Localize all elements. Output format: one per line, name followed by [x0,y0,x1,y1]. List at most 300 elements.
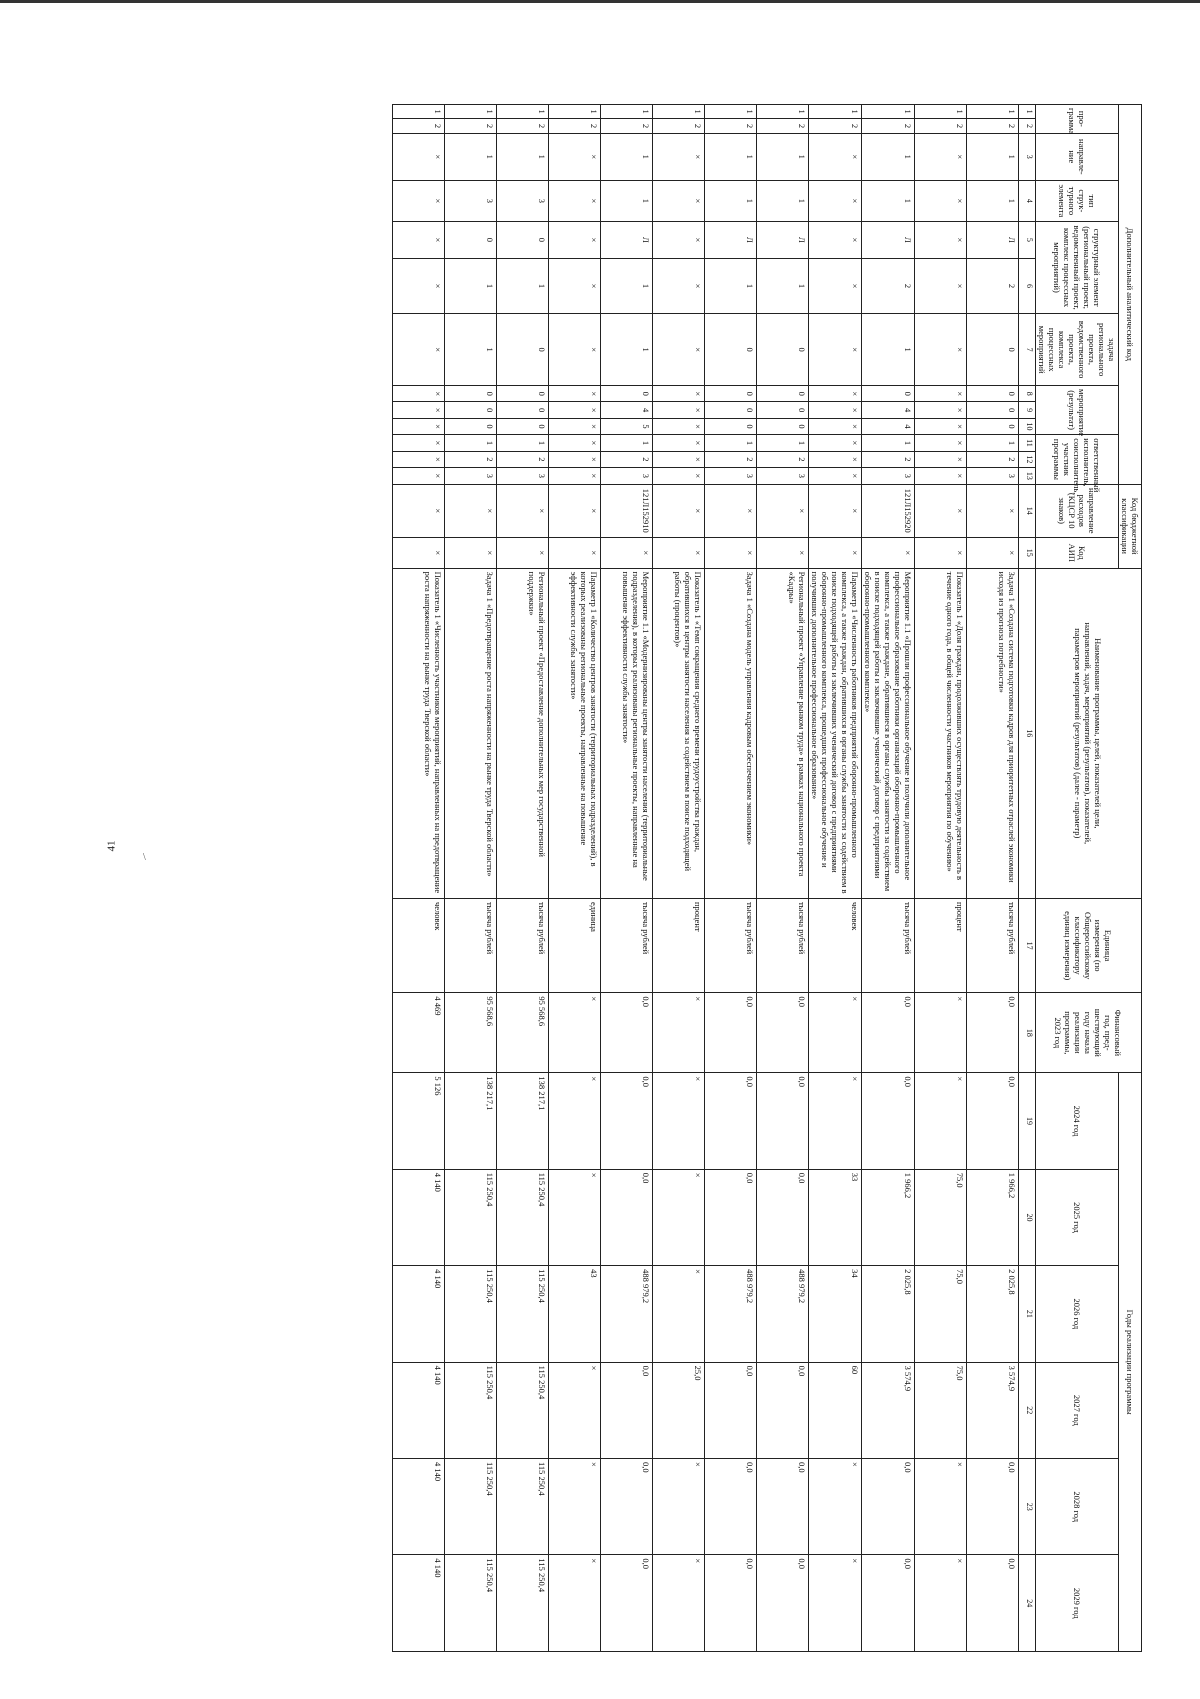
year-header: 2025 год [1035,1169,1118,1265]
year-value-cell: 0,0 [756,1555,808,1652]
year-value-cell: 75,0 [914,1169,966,1265]
code-cell: 1 [444,105,496,119]
code-cell: × [808,402,861,418]
code-cell: × [392,402,444,418]
item-name-cell: Показатель 1 «Темп сокращения среднего времени трудоустройства граждан, обратившихся в центры занятости населения за содействием в поиске подходящей работы (процентов)» [652,568,704,898]
code-cell: × [392,451,444,467]
code-cell: × [496,537,548,568]
base-year-value-cell: 0,0 [756,993,808,1073]
code-cell: 2 [966,451,1018,467]
base-year-value-cell: 95 568,6 [444,993,496,1073]
code-cell: 2 [808,119,861,133]
year-value-cell: 3 574,9 [966,1362,1018,1458]
code-cell: 0 [861,386,914,402]
year-value-cell: 0,0 [704,1555,756,1652]
item-name-cell: Показатель 1 «Доля граждан, продолживших осуществлять трудовую деятельность в течение одного года, в общей численности участников мероприятия по обучению» [914,568,966,898]
code-cell: × [548,180,600,221]
year-value-cell: 115 250,4 [496,1266,548,1362]
year-value-cell: 0,0 [966,1555,1018,1652]
code-cell: × [392,537,444,568]
scan-mark: \ [143,852,146,863]
code-cell: 1 [444,133,496,180]
base-year-value-cell: 95 568,6 [496,993,548,1073]
code-cell: 0 [600,386,652,402]
year-value-cell: 5 126 [392,1073,444,1169]
code-cell: × [914,418,966,434]
year-value-cell: 4 140 [392,1362,444,1458]
code-cell: × [392,418,444,434]
rotated-page [392,104,1142,1652]
code-cell: × [652,451,704,467]
year-value-cell: 0,0 [704,1362,756,1458]
year-value-cell: 0,0 [966,1073,1018,1169]
column-number: 17 [1018,898,1035,992]
code-cell: 3 [496,468,548,485]
code-cell: 2 [704,451,756,467]
column-number: 13 [1018,468,1035,485]
code-cell: 1 [704,180,756,221]
code-cell: × [548,386,600,402]
year-value-cell: 115 250,4 [444,1266,496,1362]
year-value-cell: 0,0 [704,1459,756,1555]
code-cell: 0 [444,221,496,258]
year-value-cell: 0,0 [600,1073,652,1169]
year-value-cell: 1 966,2 [861,1169,914,1265]
unit-cell: тысяча рублей [496,898,548,992]
code-cell: × [914,314,966,386]
item-name-cell: Мероприятие 1.1 «Модернизированы центры занятости населения (территориальные подразделения), в которых реализованы региональные проекты, направленные на повышение эффективности службы занятости» [600,568,652,898]
measure-header: мероприятие (результат) [1035,386,1118,435]
code-cell: 2 [861,451,914,467]
year-value-cell: 34 [808,1266,861,1362]
code-cell: × [914,133,966,180]
code-cell: × [496,484,548,537]
code-cell: 1 [548,105,600,119]
code-cell: × [392,133,444,180]
code-cell: 0 [756,386,808,402]
code-cell: 1 [496,258,548,313]
code-cell: × [652,314,704,386]
year-value-cell: × [652,1169,704,1265]
code-cell: × [652,180,704,221]
year-header: 2029 год [1035,1555,1118,1652]
code-cell: × [548,402,600,418]
base-year-value-cell: × [548,993,600,1073]
code-cell: × [756,537,808,568]
code-cell: 1 [756,180,808,221]
code-cell: × [548,451,600,467]
code-cell: 0 [704,418,756,434]
executor-header: ответственный исполнитель, соисполнитель, участник программы [1035,435,1118,484]
code-cell: 3 [861,468,914,485]
year-value-cell: 0,0 [756,1362,808,1458]
table-row [652,105,704,1652]
code-cell: 0 [756,418,808,434]
item-name-cell: Параметр 1 «Количество центров занятости (территориальных подразделений), в которых реализованы региональные проекты, направленные на повышение эффективности службы занятости» [548,568,600,898]
code-cell: 0 [966,402,1018,418]
year-value-cell: × [652,1459,704,1555]
column-number: 4 [1018,180,1035,221]
code-cell: × [548,314,600,386]
table-row [808,105,861,1652]
code-cell: × [548,468,600,485]
code-cell: × [808,180,861,221]
table-row [392,105,444,1652]
code-cell: 0 [444,386,496,402]
table-row [914,105,966,1652]
year-value-cell: 0,0 [966,1459,1018,1555]
year-value-cell: 25,0 [652,1362,704,1458]
aip-header: Код АИП [1035,537,1118,568]
year-value-cell: 4 140 [392,1266,444,1362]
base-year-value-cell: 0,0 [966,993,1018,1073]
code-cell: × [914,468,966,485]
code-cell: × [652,258,704,313]
direction-header: направле- ние [1035,133,1118,180]
code-cell: × [914,386,966,402]
table-row [600,105,652,1652]
item-name-cell: Задача 1 «Создана модель управления кадровым обеспечением экономики» [704,568,756,898]
year-value-cell: × [548,1459,600,1555]
year-header: 2028 год [1035,1459,1118,1555]
code-cell: 2 [861,119,914,133]
code-cell: × [914,221,966,258]
code-cell: × [548,258,600,313]
unit-cell: тысяча рублей [861,898,914,992]
code-cell: 4 [861,402,914,418]
year-value-cell: × [808,1555,861,1652]
code-cell: 2 [652,119,704,133]
code-cell: 1 [756,258,808,313]
code-cell: 1 [861,180,914,221]
code-cell: 0 [756,402,808,418]
code-cell: × [808,451,861,467]
code-cell: 1 [914,105,966,119]
code-cell: 0 [966,386,1018,402]
code-cell: 0 [966,418,1018,434]
code-cell: Л [704,221,756,258]
year-value-cell: 115 250,4 [496,1459,548,1555]
code-cell: 1 [652,105,704,119]
code-cell: × [652,484,704,537]
column-number: 9 [1018,402,1035,418]
code-cell: × [808,537,861,568]
code-cell: 3 [600,468,652,485]
year-value-cell: 115 250,4 [444,1169,496,1265]
code-cell: 0 [496,314,548,386]
program-header: про- грамма [1035,105,1118,134]
code-cell: × [652,418,704,434]
code-cell: 3 [756,468,808,485]
code-cell: × [914,435,966,451]
code-cell: 1 [966,180,1018,221]
column-number: 21 [1018,1266,1035,1362]
code-cell: 1 [704,105,756,119]
name-header: Наименование программы, целей, показателей цели, направлений, задач, мероприятий (результатов), показателей, параметров мероприятий (результатов) (далее - параметр) [1035,568,1141,898]
column-number: 1 [1018,105,1035,119]
year-value-cell: 3 574,9 [861,1362,914,1458]
code-cell: × [704,537,756,568]
column-number: 5 [1018,221,1035,258]
code-cell: 0 [496,386,548,402]
base-year-value-cell: 0,0 [704,993,756,1073]
unit-cell: человек [808,898,861,992]
year-value-cell: 115 250,4 [496,1555,548,1652]
year-value-cell: × [808,1073,861,1169]
column-number: 14 [1018,484,1035,537]
code-cell: × [914,451,966,467]
code-cell: 2 [756,119,808,133]
code-cell: × [652,537,704,568]
code-cell: 1 [808,105,861,119]
code-cell: 2 [392,119,444,133]
year-header: 2024 год [1035,1073,1118,1169]
column-number: 16 [1018,568,1035,898]
code-cell: 1 [861,133,914,180]
code-cell: 1 [756,105,808,119]
code-cell: 3 [444,180,496,221]
code-cell: 1 [496,105,548,119]
year-value-cell: × [808,1459,861,1555]
column-number: 10 [1018,418,1035,434]
code-cell: 3 [496,180,548,221]
code-cell: 4 [861,418,914,434]
code-cell: 2 [756,451,808,467]
code-cell: 2 [496,451,548,467]
year-value-cell: 0,0 [861,1073,914,1169]
base-year-value-cell: 0,0 [600,993,652,1073]
code-cell: 1 [966,133,1018,180]
unit-cell: тысяча рублей [600,898,652,992]
code-cell: × [808,418,861,434]
code-cell: × [704,484,756,537]
code-cell: 0 [496,418,548,434]
code-cell: 1 [444,258,496,313]
code-cell: × [966,484,1018,537]
code-cell: 1 [392,105,444,119]
code-cell: 0 [756,314,808,386]
code-cell: 1 [704,133,756,180]
code-cell: × [914,537,966,568]
code-cell: × [808,484,861,537]
unit-header: Единица измерения (по Общероссийскому классификатору единиц измерения) [1035,898,1141,992]
year-value-cell: 0,0 [600,1459,652,1555]
item-name-cell: Региональный проект «Управление рынком труда» в рамках национального проекта «Кадры» [756,568,808,898]
code-cell: × [652,221,704,258]
column-number: 2 [1018,119,1035,133]
table-row [861,105,914,1652]
year-value-cell: × [548,1555,600,1652]
year-value-cell: 115 250,4 [496,1362,548,1458]
code-cell: × [652,468,704,485]
code-cell: 0 [704,386,756,402]
year-value-cell: × [652,1073,704,1169]
column-number: 19 [1018,1073,1035,1169]
column-number: 11 [1018,435,1035,451]
unit-cell: тысяча рублей [966,898,1018,992]
code-cell: × [808,386,861,402]
code-cell: 1 [600,105,652,119]
code-cell: × [392,386,444,402]
code-cell: Л [600,221,652,258]
base-year-value-cell: × [914,993,966,1073]
code-cell: 2 [444,451,496,467]
year-value-cell: 75,0 [914,1266,966,1362]
code-cell: 1 [861,105,914,119]
code-cell: 2 [444,119,496,133]
code-cell: 0 [444,418,496,434]
column-number: 20 [1018,1169,1035,1265]
code-cell: × [756,484,808,537]
code-cell: 0 [496,402,548,418]
year-value-cell: 0,0 [600,1555,652,1652]
code-cell: × [808,435,861,451]
year-value-cell: 43 [548,1266,600,1362]
code-cell: 3 [704,468,756,485]
year-value-cell: 0,0 [861,1459,914,1555]
item-name-cell: Мероприятие 1.1 «Прошли профессиональное обучение и получили дополнительное профессиональное образование работники организаций оборонно-промышленного комплекса, а также граждане, обратившиеся в органы службы занятости за содействием в поиске подходящей работы и заключившие ученический договор с предприятиями оборонно-промышленного комплекса» [861,568,914,898]
code-cell: × [548,221,600,258]
code-cell: × [600,537,652,568]
item-name-cell: Задача 1 «Предотвращение роста напряженности на рынке труда Тверской области» [444,568,496,898]
code-cell: 121Л152920 [861,484,914,537]
task-header: задача регионального проекта, ведомственного проекта, комплекса процессных мероприятий [1035,314,1118,386]
code-cell: × [914,402,966,418]
analytic-code-header: Дополнительный аналитический код [1118,105,1141,485]
column-number: 23 [1018,1459,1035,1555]
year-value-cell: × [548,1362,600,1458]
year-value-cell: 0,0 [704,1073,756,1169]
code-cell: × [444,537,496,568]
code-cell: 1 [600,258,652,313]
code-cell: × [392,180,444,221]
year-value-cell: 1 966,2 [966,1169,1018,1265]
table-row [704,105,756,1652]
code-cell: 0 [444,402,496,418]
year-value-cell: 33 [808,1169,861,1265]
base-year-value-cell: × [808,993,861,1073]
code-cell: × [548,484,600,537]
fin-year-header: Финансовый год, пред- шествующий году начала реализации программы, 2023 год [1035,993,1141,1073]
code-cell: 0 [704,402,756,418]
code-cell: × [652,402,704,418]
year-value-cell: 115 250,4 [444,1459,496,1555]
item-name-cell: Параметр 1 «Численность работников предприятий оборонно-промышленного комплекса, а также граждан, обратившихся в органы службы занятости за содействием в поиске подходящей работы и заключивших ученический договор с предприятиями оборонно-промышленного комплекса, прошедших профессиональное обучение и получивших дополнительное профессиональное образование» [808,568,861,898]
year-value-cell: 115 250,4 [496,1169,548,1265]
code-cell: × [808,221,861,258]
code-cell: 121Л152910 [600,484,652,537]
item-name-cell: Показатель 1 «Численность участников мероприятий, направленных на предотвращение роста напряженности на рынке труда Тверской области» [392,568,444,898]
code-cell: 0 [496,221,548,258]
year-value-cell: × [548,1073,600,1169]
code-cell: × [392,468,444,485]
code-cell: 1 [861,314,914,386]
code-cell: 3 [444,468,496,485]
item-name-cell: Региональный проект «Предоставление дополнительных мер государственной поддержки» [496,568,548,898]
table-row [548,105,600,1652]
code-cell: 1 [756,133,808,180]
year-value-cell: × [652,1266,704,1362]
code-cell: Л [966,221,1018,258]
code-cell: × [444,484,496,537]
year-value-cell: 0,0 [756,1459,808,1555]
program-table [392,104,1142,1652]
unit-cell: единица [548,898,600,992]
column-number-row [1018,105,1035,1652]
years-header: Годы реализации программы [1118,1073,1141,1652]
column-number: 22 [1018,1362,1035,1458]
year-value-cell: 488 979,2 [756,1266,808,1362]
code-cell: 1 [600,180,652,221]
code-cell: Л [861,221,914,258]
base-year-value-cell: 4 469 [392,993,444,1073]
unit-cell: человек [392,898,444,992]
code-cell: × [808,314,861,386]
code-cell: 1 [966,105,1018,119]
base-year-value-cell: × [652,993,704,1073]
code-cell: 1 [600,314,652,386]
code-cell: 2 [548,119,600,133]
expense-header: направление расходов (КЦСР 10 знаков) [1035,484,1118,537]
scan-edge [0,0,1200,3]
code-cell: 1 [444,314,496,386]
year-value-cell: × [548,1169,600,1265]
code-cell: 2 [861,258,914,313]
item-name-cell: Задача 1 «Создана система подготовки кадров для приоритетных отраслей экономики исходя из прогноза потребности» [966,568,1018,898]
column-number: 6 [1018,258,1035,313]
code-cell: × [548,435,600,451]
year-value-cell: 0,0 [600,1169,652,1265]
unit-cell: процент [914,898,966,992]
year-value-cell: 115 250,4 [444,1555,496,1652]
year-value-cell: 60 [808,1362,861,1458]
code-cell: × [392,221,444,258]
code-cell: 1 [600,435,652,451]
code-cell: 4 [600,402,652,418]
code-cell: 5 [600,418,652,434]
code-cell: 2 [966,258,1018,313]
code-cell: × [914,258,966,313]
table-row [496,105,548,1652]
year-value-cell: 138 217,1 [496,1073,548,1169]
code-cell: 1 [704,258,756,313]
code-cell: 1 [756,435,808,451]
code-cell: × [808,468,861,485]
type-struct-header: тип струк- турного элемента [1035,180,1118,221]
page-number: 41 [105,840,118,852]
code-cell: × [392,484,444,537]
year-value-cell: 0,0 [756,1073,808,1169]
unit-cell: тысяча рублей [444,898,496,992]
code-cell: 1 [861,435,914,451]
code-cell: 2 [704,119,756,133]
code-cell: × [392,258,444,313]
code-cell: × [392,435,444,451]
code-cell: × [652,435,704,451]
base-year-value-cell: 0,0 [861,993,914,1073]
code-cell: 1 [600,133,652,180]
year-value-cell: 0,0 [756,1169,808,1265]
code-cell: 1 [966,435,1018,451]
column-number: 24 [1018,1555,1035,1652]
table-row [444,105,496,1652]
table-row [966,105,1018,1652]
year-value-cell: 4 140 [392,1459,444,1555]
year-value-cell: 115 250,4 [444,1362,496,1458]
column-number: 8 [1018,386,1035,402]
code-cell: × [861,537,914,568]
year-value-cell: × [914,1555,966,1652]
